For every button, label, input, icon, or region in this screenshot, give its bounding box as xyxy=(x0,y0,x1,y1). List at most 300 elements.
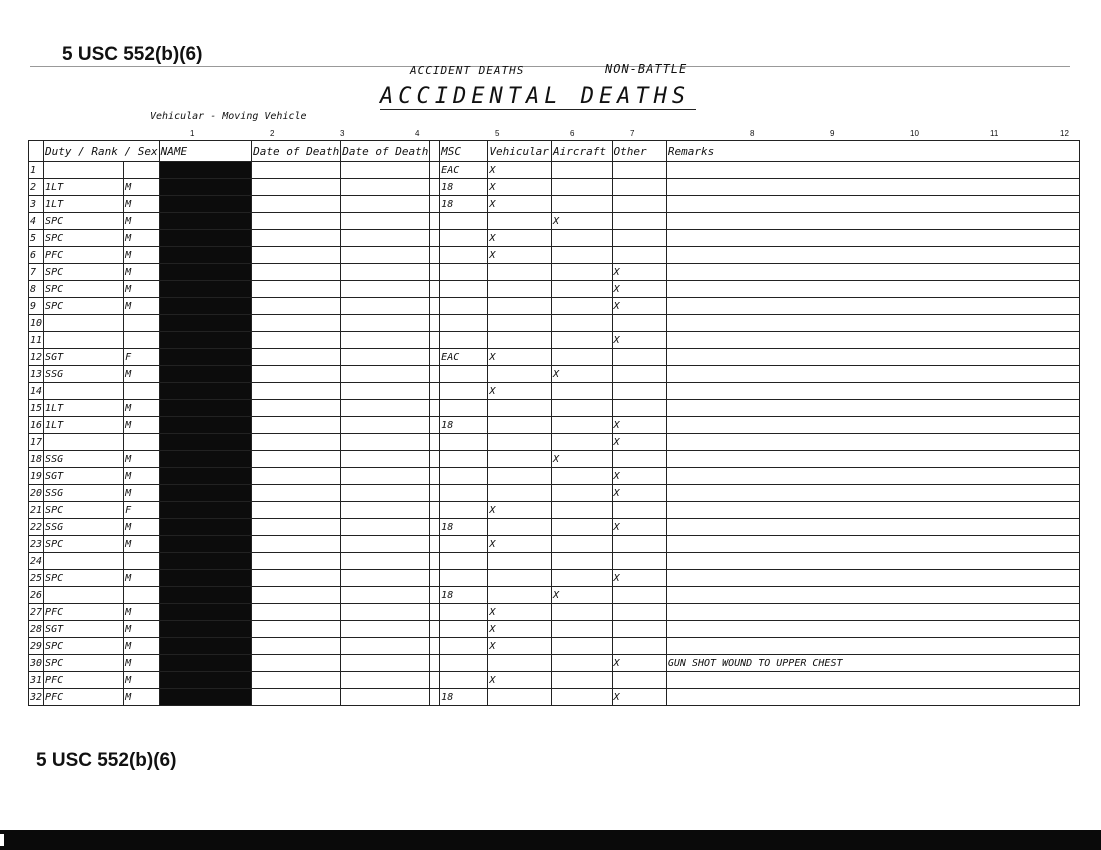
sex-cell xyxy=(124,315,160,332)
aircraft-mark: X xyxy=(551,366,612,383)
column-number: 6 xyxy=(570,129,575,138)
sex-cell: M xyxy=(124,213,160,230)
vehicular-mark: X xyxy=(488,621,552,638)
rank-cell: SPC xyxy=(44,655,124,672)
row-number: 5 xyxy=(29,230,44,247)
row-number: 31 xyxy=(29,672,44,689)
vehicular-mark xyxy=(488,417,552,434)
other-mark: X xyxy=(612,264,666,281)
column-number: 9 xyxy=(830,129,835,138)
table-row xyxy=(29,400,1080,417)
vehicular-mark xyxy=(488,332,552,349)
name-cell-redacted xyxy=(159,604,251,621)
check-cell xyxy=(430,366,440,383)
remarks-cell xyxy=(666,451,1079,468)
table-row xyxy=(29,451,1080,468)
rank-cell: PFC xyxy=(44,689,124,706)
vehicular-mark: X xyxy=(488,383,552,400)
other-mark xyxy=(612,162,666,179)
row-number: 6 xyxy=(29,247,44,264)
vehicular-mark: X xyxy=(488,349,552,366)
msc-cell xyxy=(440,655,488,672)
sex-cell: M xyxy=(124,366,160,383)
vehicular-mark xyxy=(488,468,552,485)
name-cell-redacted xyxy=(159,298,251,315)
sex-cell xyxy=(124,162,160,179)
name-cell-redacted xyxy=(159,536,251,553)
death-date-cell xyxy=(341,179,430,196)
column-number: 11 xyxy=(990,129,999,138)
vehicular-mark xyxy=(488,553,552,570)
remarks-cell xyxy=(666,604,1079,621)
aircraft-mark xyxy=(551,400,612,417)
name-cell-redacted xyxy=(159,655,251,672)
aircraft-mark xyxy=(551,162,612,179)
remarks-cell xyxy=(666,213,1079,230)
column-number: 7 xyxy=(630,129,635,138)
msc-header: MSC xyxy=(440,141,488,162)
remarks-cell xyxy=(666,230,1079,247)
name-cell-redacted xyxy=(159,179,251,196)
row-number: 24 xyxy=(29,553,44,570)
vehicular-mark xyxy=(488,485,552,502)
column-number: 5 xyxy=(495,129,500,138)
death-date-cell xyxy=(341,213,430,230)
vehicular-mark xyxy=(488,519,552,536)
date-cell xyxy=(252,587,341,604)
table-row xyxy=(29,655,1080,672)
redaction-label-bottom: 5 USC 552(b)(6) xyxy=(36,750,177,771)
death-date-cell xyxy=(341,281,430,298)
sex-cell: M xyxy=(124,400,160,417)
check-cell xyxy=(430,434,440,451)
name-cell-redacted xyxy=(159,315,251,332)
aircraft-mark xyxy=(551,655,612,672)
other-mark xyxy=(612,315,666,332)
redaction-label-top: 5 USC 552(b)(6) xyxy=(62,44,203,65)
column-number: 10 xyxy=(910,129,919,138)
name-cell-redacted xyxy=(159,519,251,536)
sex-cell: M xyxy=(124,247,160,264)
date-cell xyxy=(252,434,341,451)
sex-cell: M xyxy=(124,689,160,706)
date-cell xyxy=(252,621,341,638)
name-cell-redacted xyxy=(159,451,251,468)
date-cell xyxy=(252,553,341,570)
table-row xyxy=(29,298,1080,315)
rank-sex-header: Duty / Rank / Sex xyxy=(44,141,160,162)
other-mark xyxy=(612,553,666,570)
aircraft-mark xyxy=(551,230,612,247)
edge-mark xyxy=(0,834,4,846)
date-cell xyxy=(252,468,341,485)
date-cell xyxy=(252,349,341,366)
table-row xyxy=(29,621,1080,638)
aircraft-mark: X xyxy=(551,451,612,468)
sex-cell: M xyxy=(124,638,160,655)
death-date-cell xyxy=(341,434,430,451)
remarks-cell xyxy=(666,553,1079,570)
row-number: 11 xyxy=(29,332,44,349)
date-cell xyxy=(252,162,341,179)
column-number: 12 xyxy=(1060,129,1069,138)
msc-cell xyxy=(440,638,488,655)
table-row xyxy=(29,519,1080,536)
aircraft-mark xyxy=(551,247,612,264)
date-cell xyxy=(252,247,341,264)
aircraft-mark xyxy=(551,621,612,638)
rank-cell: SGT xyxy=(44,349,124,366)
check-cell xyxy=(430,281,440,298)
remarks-header: Remarks xyxy=(666,141,1079,162)
rank-cell xyxy=(44,553,124,570)
aircraft-mark xyxy=(551,417,612,434)
date-cell xyxy=(252,570,341,587)
table-row xyxy=(29,672,1080,689)
remarks-cell xyxy=(666,196,1079,213)
row-number: 29 xyxy=(29,638,44,655)
column-number: 2 xyxy=(270,129,275,138)
death-date-cell xyxy=(341,400,430,417)
sex-cell: F xyxy=(124,502,160,519)
table-row xyxy=(29,502,1080,519)
sex-cell: M xyxy=(124,230,160,247)
rank-cell: SSG xyxy=(44,366,124,383)
remarks-cell: GUN SHOT WOUND TO UPPER CHEST xyxy=(666,655,1079,672)
msc-cell xyxy=(440,366,488,383)
other-mark xyxy=(612,502,666,519)
row-number: 15 xyxy=(29,400,44,417)
row-number: 21 xyxy=(29,502,44,519)
death-date-cell xyxy=(341,349,430,366)
death-date-cell xyxy=(341,366,430,383)
rank-cell: SPC xyxy=(44,281,124,298)
sex-cell: M xyxy=(124,655,160,672)
vehicular-mark: X xyxy=(488,502,552,519)
table-row xyxy=(29,162,1080,179)
vehicular-mark xyxy=(488,366,552,383)
check-cell xyxy=(430,638,440,655)
other-mark: X xyxy=(612,298,666,315)
msc-cell: 18 xyxy=(440,417,488,434)
table-row xyxy=(29,264,1080,281)
date-cell xyxy=(252,179,341,196)
name-cell-redacted xyxy=(159,349,251,366)
death-date-cell xyxy=(341,604,430,621)
other-header: Other xyxy=(612,141,666,162)
rank-cell: SPC xyxy=(44,502,124,519)
name-cell-redacted xyxy=(159,638,251,655)
remarks-cell xyxy=(666,264,1079,281)
date-cell xyxy=(252,604,341,621)
row-number: 28 xyxy=(29,621,44,638)
vehicular-mark xyxy=(488,213,552,230)
table-row xyxy=(29,247,1080,264)
remarks-cell xyxy=(666,502,1079,519)
name-cell-redacted xyxy=(159,485,251,502)
msc-cell: 18 xyxy=(440,689,488,706)
remarks-cell xyxy=(666,621,1079,638)
date-cell xyxy=(252,485,341,502)
rank-cell: PFC xyxy=(44,672,124,689)
death-date-cell xyxy=(341,638,430,655)
check-cell xyxy=(430,468,440,485)
vehicular-header: Vehicular xyxy=(488,141,552,162)
name-cell-redacted xyxy=(159,213,251,230)
vehicular-mark xyxy=(488,451,552,468)
check-cell xyxy=(430,349,440,366)
vehicular-mark: X xyxy=(488,604,552,621)
other-mark xyxy=(612,587,666,604)
vehicular-mark xyxy=(488,400,552,417)
other-mark xyxy=(612,536,666,553)
death-date-cell xyxy=(341,519,430,536)
aircraft-mark: X xyxy=(551,213,612,230)
date-cell xyxy=(252,672,341,689)
date-cell xyxy=(252,366,341,383)
rank-cell xyxy=(44,162,124,179)
msc-cell xyxy=(440,434,488,451)
table-row xyxy=(29,196,1080,213)
sex-cell: M xyxy=(124,281,160,298)
date-cell xyxy=(252,281,341,298)
remarks-cell xyxy=(666,281,1079,298)
row-number: 22 xyxy=(29,519,44,536)
rank-cell: SPC xyxy=(44,264,124,281)
date-cell xyxy=(252,400,341,417)
rank-cell: SSG xyxy=(44,519,124,536)
aircraft-mark xyxy=(551,264,612,281)
row-number: 25 xyxy=(29,570,44,587)
check-cell xyxy=(430,451,440,468)
rank-cell: 1LT xyxy=(44,179,124,196)
name-cell-redacted xyxy=(159,672,251,689)
name-cell-redacted xyxy=(159,281,251,298)
table-row xyxy=(29,281,1080,298)
msc-cell xyxy=(440,485,488,502)
remarks-cell xyxy=(666,400,1079,417)
sex-cell xyxy=(124,383,160,400)
remarks-cell xyxy=(666,485,1079,502)
other-mark: X xyxy=(612,519,666,536)
check-cell xyxy=(430,621,440,638)
msc-cell xyxy=(440,264,488,281)
rank-cell: 1LT xyxy=(44,417,124,434)
row-number: 9 xyxy=(29,298,44,315)
other-mark: X xyxy=(612,570,666,587)
other-mark xyxy=(612,179,666,196)
date-cell xyxy=(252,519,341,536)
name-cell-redacted xyxy=(159,553,251,570)
vehicular-mark: X xyxy=(488,179,552,196)
aircraft-mark xyxy=(551,179,612,196)
remarks-cell xyxy=(666,536,1079,553)
sex-cell: M xyxy=(124,672,160,689)
death-date-cell xyxy=(341,689,430,706)
death-date-cell xyxy=(341,655,430,672)
rank-cell: SPC xyxy=(44,536,124,553)
table-row xyxy=(29,553,1080,570)
vehicular-mark xyxy=(488,281,552,298)
aircraft-mark xyxy=(551,689,612,706)
check-cell xyxy=(430,655,440,672)
name-cell-redacted xyxy=(159,587,251,604)
check-cell xyxy=(430,519,440,536)
msc-cell: 18 xyxy=(440,196,488,213)
death-date-cell xyxy=(341,451,430,468)
row-number: 3 xyxy=(29,196,44,213)
row-number: 2 xyxy=(29,179,44,196)
date-cell xyxy=(252,230,341,247)
check-cell xyxy=(430,230,440,247)
msc-cell xyxy=(440,400,488,417)
rank-cell: PFC xyxy=(44,604,124,621)
vehicular-mark: X xyxy=(488,230,552,247)
aircraft-header: Aircraft xyxy=(551,141,612,162)
rank-cell: SPC xyxy=(44,638,124,655)
date-header: Date of Death xyxy=(252,141,341,162)
check-cell xyxy=(430,400,440,417)
msc-cell xyxy=(440,468,488,485)
aircraft-mark xyxy=(551,485,612,502)
other-mark: X xyxy=(612,689,666,706)
death-date-cell xyxy=(341,570,430,587)
death-date-cell xyxy=(341,332,430,349)
table-row xyxy=(29,604,1080,621)
date-cell xyxy=(252,383,341,400)
aircraft-mark xyxy=(551,468,612,485)
date-cell xyxy=(252,298,341,315)
date-cell xyxy=(252,417,341,434)
rank-cell xyxy=(44,315,124,332)
msc-cell xyxy=(440,247,488,264)
rank-cell xyxy=(44,332,124,349)
remarks-cell xyxy=(666,468,1079,485)
death-date-cell xyxy=(341,485,430,502)
sex-cell xyxy=(124,587,160,604)
date-cell xyxy=(252,213,341,230)
remarks-cell xyxy=(666,162,1079,179)
rank-cell xyxy=(44,434,124,451)
name-cell-redacted xyxy=(159,383,251,400)
aircraft-mark xyxy=(551,298,612,315)
other-mark xyxy=(612,604,666,621)
remarks-cell xyxy=(666,366,1079,383)
other-mark: X xyxy=(612,281,666,298)
msc-cell xyxy=(440,230,488,247)
other-mark xyxy=(612,621,666,638)
aircraft-mark xyxy=(551,570,612,587)
aircraft-mark xyxy=(551,519,612,536)
row-number: 10 xyxy=(29,315,44,332)
death-date-cell xyxy=(341,315,430,332)
name-cell-redacted xyxy=(159,196,251,213)
vehicular-mark xyxy=(488,570,552,587)
name-cell-redacted xyxy=(159,332,251,349)
redaction-bar xyxy=(0,830,1101,850)
check-cell xyxy=(430,417,440,434)
other-mark: X xyxy=(612,332,666,349)
aircraft-mark xyxy=(551,349,612,366)
page-title: ACCIDENTAL DEATHS xyxy=(380,84,696,110)
ledger-sheet xyxy=(28,130,1080,720)
remarks-cell xyxy=(666,332,1079,349)
table-row xyxy=(29,383,1080,400)
rank-cell: SPC xyxy=(44,213,124,230)
aircraft-mark: X xyxy=(551,587,612,604)
remarks-cell xyxy=(666,315,1079,332)
remarks-cell xyxy=(666,417,1079,434)
msc-cell xyxy=(440,332,488,349)
msc-cell xyxy=(440,298,488,315)
death-date-cell xyxy=(341,536,430,553)
table-row xyxy=(29,179,1080,196)
death-date-cell xyxy=(341,417,430,434)
check-cell xyxy=(430,213,440,230)
sex-cell: M xyxy=(124,468,160,485)
death-date-cell xyxy=(341,672,430,689)
rank-cell: PFC xyxy=(44,247,124,264)
remarks-cell xyxy=(666,434,1079,451)
row-number: 13 xyxy=(29,366,44,383)
table-row xyxy=(29,468,1080,485)
death-date-cell xyxy=(341,247,430,264)
date-cell xyxy=(252,332,341,349)
check-cell xyxy=(430,536,440,553)
sex-cell: M xyxy=(124,485,160,502)
table-row xyxy=(29,689,1080,706)
row-number: 27 xyxy=(29,604,44,621)
name-cell-redacted xyxy=(159,689,251,706)
aircraft-mark xyxy=(551,332,612,349)
row-number: 19 xyxy=(29,468,44,485)
vehicular-mark xyxy=(488,587,552,604)
name-cell-redacted xyxy=(159,468,251,485)
date-cell xyxy=(252,264,341,281)
check-cell xyxy=(430,247,440,264)
check-cell xyxy=(430,264,440,281)
other-mark: X xyxy=(612,417,666,434)
table-row xyxy=(29,349,1080,366)
vehicular-mark xyxy=(488,434,552,451)
date-cell xyxy=(252,196,341,213)
msc-cell xyxy=(440,281,488,298)
row-number: 18 xyxy=(29,451,44,468)
table-row xyxy=(29,417,1080,434)
vehicular-mark: X xyxy=(488,638,552,655)
msc-cell: 18 xyxy=(440,179,488,196)
death-date-cell xyxy=(341,162,430,179)
other-mark: X xyxy=(612,655,666,672)
table-row xyxy=(29,536,1080,553)
row-number: 30 xyxy=(29,655,44,672)
name-cell-redacted xyxy=(159,400,251,417)
vehicular-mark: X xyxy=(488,247,552,264)
check-cell xyxy=(430,502,440,519)
check-cell xyxy=(430,179,440,196)
other-mark xyxy=(612,196,666,213)
rank-cell xyxy=(44,587,124,604)
msc-cell xyxy=(440,315,488,332)
sex-cell: M xyxy=(124,298,160,315)
other-mark xyxy=(612,451,666,468)
sex-cell: M xyxy=(124,621,160,638)
rank-cell: SGT xyxy=(44,621,124,638)
aircraft-mark xyxy=(551,315,612,332)
sex-cell: M xyxy=(124,264,160,281)
vehicular-mark xyxy=(488,264,552,281)
msc-cell xyxy=(440,672,488,689)
